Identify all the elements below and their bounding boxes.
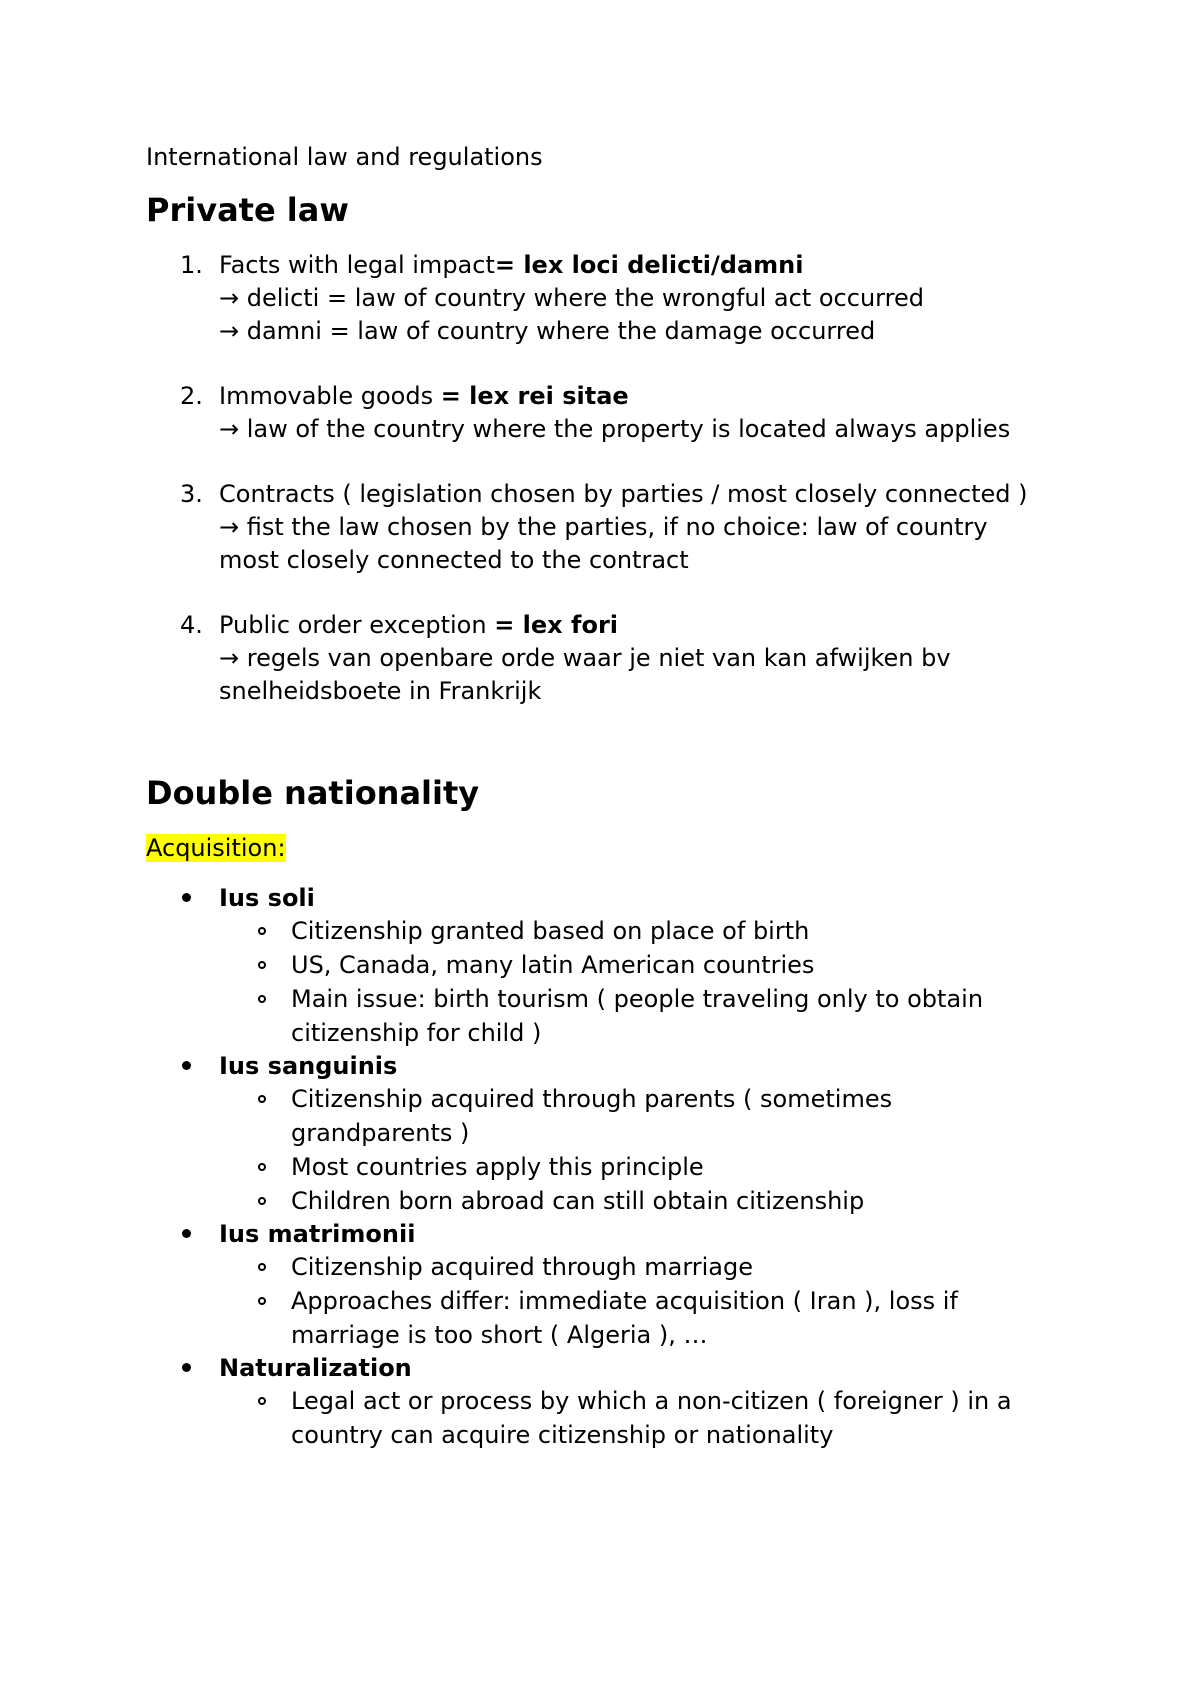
list-number: 4.	[180, 611, 203, 639]
bullet-label: Ius soli	[219, 884, 315, 912]
bullet-label: Ius matrimonii	[219, 1220, 416, 1248]
sub-bullet-continuation: grandparents )	[291, 1119, 470, 1147]
sub-bullet-icon	[258, 927, 266, 935]
subheading-acquisition: Acquisition:	[146, 834, 286, 862]
sub-bullet-icon	[258, 1297, 266, 1305]
document-title: International law and regulations	[146, 143, 543, 171]
sub-bullet-continuation: citizenship for child )	[291, 1019, 542, 1047]
sub-bullet-text: Citizenship granted based on place of birth	[291, 917, 810, 945]
sub-bullet-continuation: marriage is too short ( Algeria ), …	[291, 1321, 708, 1349]
sub-bullet-text: Most countries apply this principle	[291, 1153, 704, 1181]
sub-bullet-text: Approaches differ: immediate acquisition ( Iran ), loss if	[291, 1287, 958, 1315]
bullet-label: Naturalization	[219, 1354, 412, 1382]
sub-bullet-icon	[258, 1095, 266, 1103]
sub-bullet-text: Legal act or process by which a non-citizen ( foreigner ) in a	[291, 1387, 1012, 1415]
sub-bullet-icon	[258, 1197, 266, 1205]
list-item-arrow-line: → delicti = law of country where the wrongful act occurred	[219, 284, 924, 312]
list-number: 1.	[180, 251, 203, 279]
list-number: 2.	[180, 382, 203, 410]
sub-bullet-icon	[258, 995, 266, 1003]
list-item-continuation: snelheidsboete in Frankrijk	[219, 677, 542, 705]
bullet-icon	[182, 1363, 191, 1372]
list-item-text: Contracts ( legislation chosen by parties / most closely connected )	[219, 480, 1028, 508]
bullet-label: Ius sanguinis	[219, 1052, 398, 1080]
sub-bullet-text: Citizenship acquired through parents ( sometimes	[291, 1085, 893, 1113]
sub-bullet-text: Citizenship acquired through marriage	[291, 1253, 754, 1281]
list-number: 3.	[180, 480, 203, 508]
sub-bullet-text: Main issue: birth tourism ( people traveling only to obtain	[291, 985, 984, 1013]
sub-bullet-text: US, Canada, many latin American countries	[291, 951, 815, 979]
bullet-icon	[182, 1229, 191, 1238]
list-item-text: Immovable goods = lex rei sitae	[219, 382, 629, 410]
list-item-text: Public order exception = lex fori	[219, 611, 618, 639]
sub-bullet-icon	[258, 1163, 266, 1171]
list-item-arrow-line: → regels van openbare orde waar je niet van kan afwijken bv	[219, 644, 951, 672]
bullet-icon	[182, 1061, 191, 1070]
section-heading-private-law: Private law	[146, 191, 349, 229]
sub-bullet-icon	[258, 961, 266, 969]
section-heading-double-nationality: Double nationality	[146, 774, 480, 812]
list-item-continuation: most closely connected to the contract	[219, 546, 689, 574]
list-item-text: Facts with legal impact= lex loci delicti/damni	[219, 251, 804, 279]
sub-bullet-text: Children born abroad can still obtain citizenship	[291, 1187, 865, 1215]
list-item-arrow-line: → fist the law chosen by the parties, if no choice: law of country	[219, 513, 988, 541]
list-item-arrow-line: → law of the country where the property is located always applies	[219, 415, 1011, 443]
sub-bullet-continuation: country can acquire citizenship or nationality	[291, 1421, 834, 1449]
sub-bullet-icon	[258, 1263, 266, 1271]
sub-bullet-icon	[258, 1397, 266, 1405]
list-item-arrow-line: → damni = law of country where the damage occurred	[219, 317, 876, 345]
bullet-icon	[182, 893, 191, 902]
